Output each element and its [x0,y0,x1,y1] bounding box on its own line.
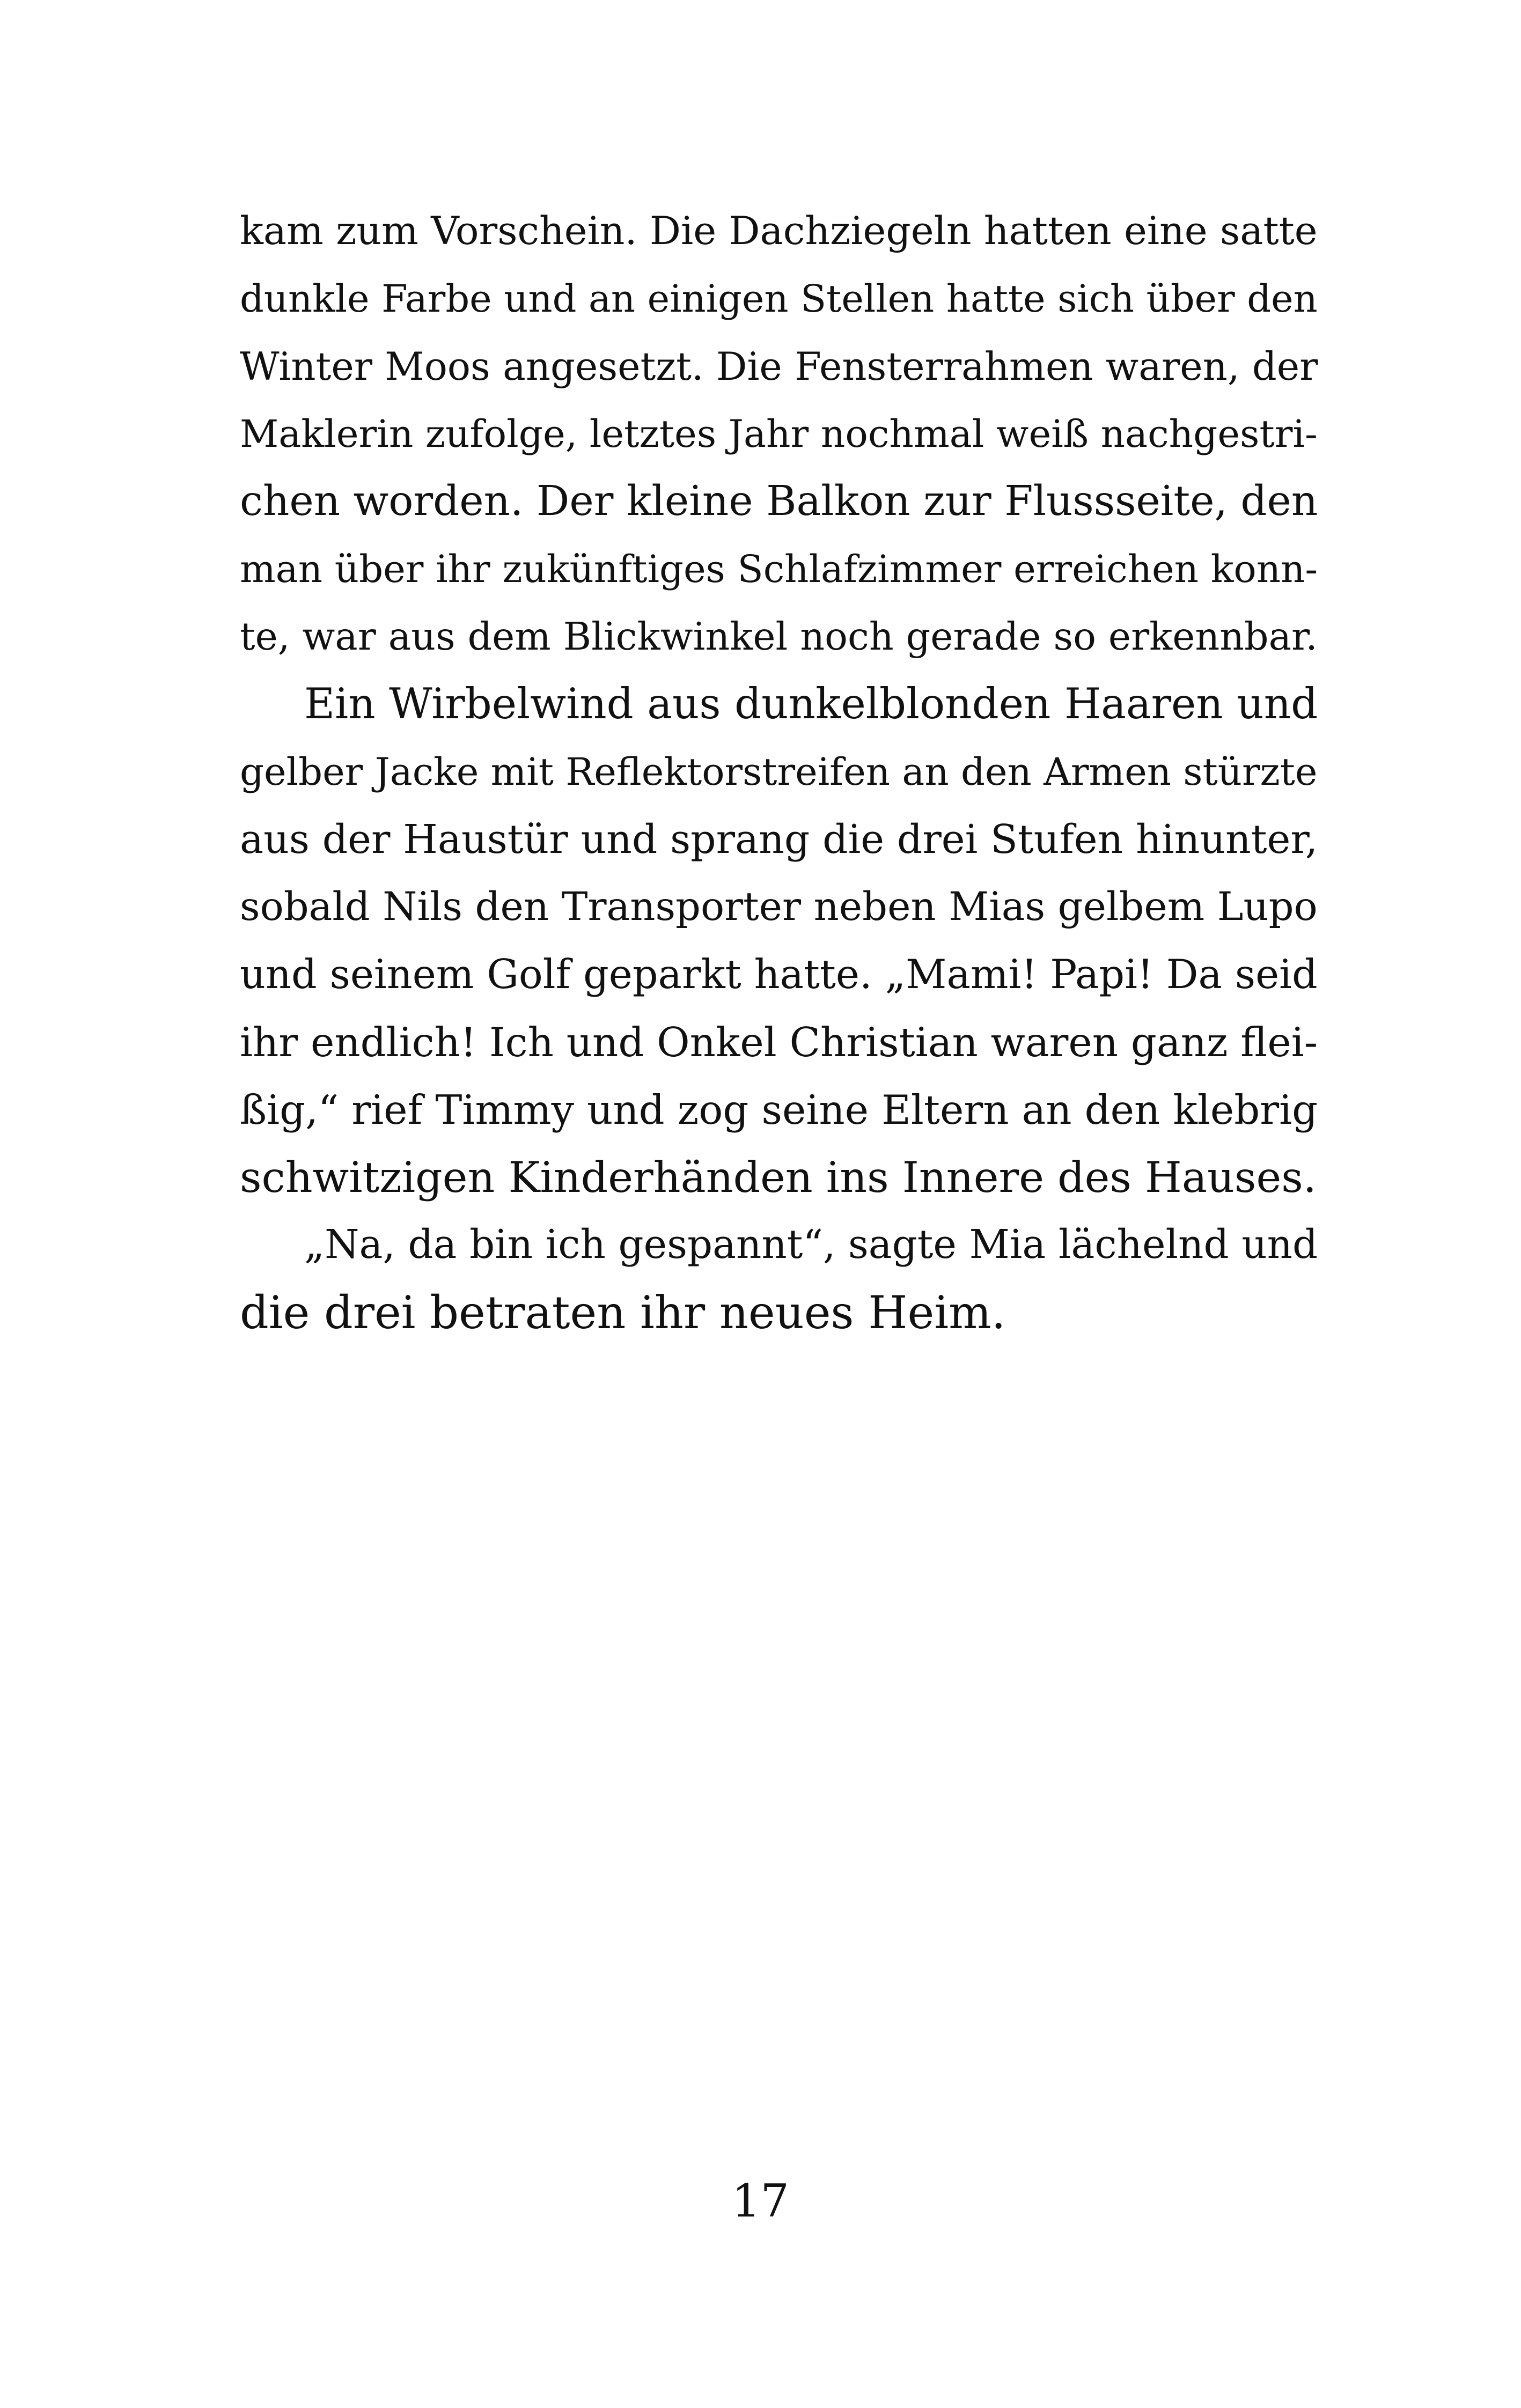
text-line: man über ihr zukünftiges Schlafzimmer erreichen konn- [240,547,1318,591]
text-line: die drei betraten ihr neues Heim. [240,1286,1006,1339]
text-line: dunkle Farbe und an einigen Stellen hatte sich über den [240,277,1318,321]
text-line: ßig,“ rief Timmy und zog seine Eltern an den klebrig [240,1086,1318,1133]
text-line: sobald Nils den Transporter neben Mias gelbem Lupo [240,884,1318,930]
text-line: kam zum Vorschein. Die Dachziegeln hatten eine satte [240,209,1318,254]
text-line: Ein Wirbelwind aus dunkelblonden Haaren und [304,680,1318,728]
text-line: schwitzigen Kinderhänden ins Innere des Hauses. [240,1153,1317,1202]
text-line: Winter Moos angesetzt. Die Fensterrahmen waren, der [240,344,1318,389]
text-line: te, war aus dem Blickwinkel noch gerade so erkennbar. [240,614,1318,659]
text-line: aus der Haustür und sprang die drei Stufen hinunter, [240,816,1318,863]
text-line: gelber Jacke mit Reflektorstreifen an den Armen stürzte [240,750,1318,794]
text-line: chen worden. Der kleine Balkon zur Flussseite, den [240,477,1318,525]
text-line: und seinem Golf geparkt hatte. „Mami! Papi! Da seid [240,951,1318,998]
body-text [240,197,1318,1346]
text-line: Maklerin zufolge, letztes Jahr nochmal weiß nachgestri- [240,411,1318,456]
text-line: ihr endlich! Ich und Onkel Christian waren ganz flei- [240,1019,1318,1066]
text-line: „Na, da bin ich gespannt“, sagte Mia lächelnd und [304,1222,1318,1268]
page-number: 17 [732,2175,789,2227]
